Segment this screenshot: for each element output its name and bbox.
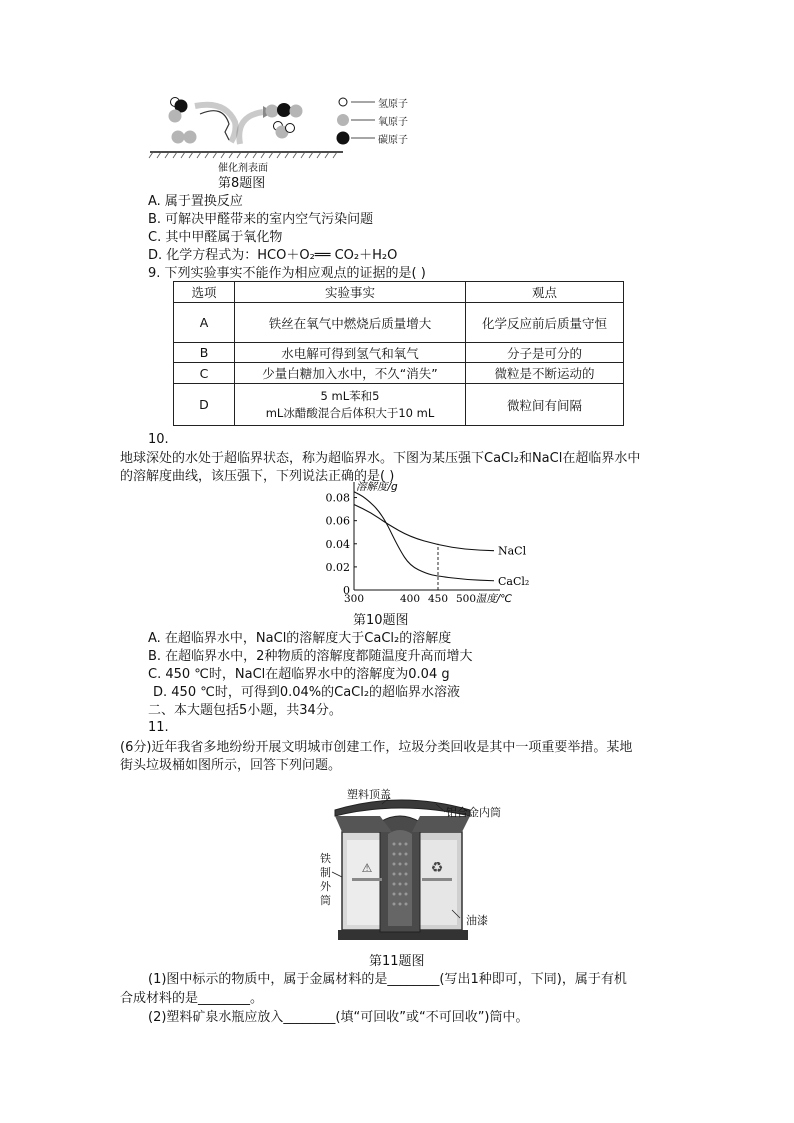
q9-cell-option: C [174, 363, 235, 384]
series-line-nacl [354, 504, 494, 550]
q10-number: 10. [148, 432, 169, 447]
q8-option-b: B. 可解决甲醛带来的室内空气污染问题 [148, 212, 374, 227]
y-axis-label: 溶解度/g [356, 481, 398, 493]
fig8-caption: 第8题图 [218, 176, 266, 191]
series-label-cacl2: CaCl₂ [498, 574, 530, 588]
q9-cell-option: A [174, 303, 235, 343]
y-tick-label: 0.04 [325, 537, 350, 551]
q9-cell-option: B [174, 343, 235, 363]
legend-hydrogen: 氢原子 [378, 99, 408, 110]
q9-cell-fact: 少量白糖加入水中，不久“消失” [235, 363, 466, 384]
q9-cell-fact: 水电解可得到氢气和氧气 [235, 343, 466, 363]
x-tick-label: 400 [399, 593, 421, 605]
q9-header-view: 观点 [466, 282, 624, 303]
q11-stem-line1: (6分)近年我省多地纷纷开展文明城市创建工作，垃圾分类回收是其中一项重要举措。某地 [120, 740, 633, 755]
catalyst-surface-label: 催化剂表面 [218, 163, 268, 174]
q9-cell-view: 分子是可分的 [466, 343, 624, 363]
y-tick-label: 0.08 [325, 491, 350, 505]
y-tick-label: 0.06 [325, 514, 350, 528]
series-label-nacl: NaCl [498, 544, 527, 558]
q10-stem-line2: 的溶解度曲线，该压强下，下列说法正确的是( ) [120, 469, 395, 484]
q9-cell-view: 微粒间有间隔 [466, 384, 624, 426]
x-axis-label: 温度/℃ [475, 593, 512, 605]
q9-cell-fact [235, 384, 466, 426]
table-row [174, 384, 624, 426]
svg-text:⚠: ⚠ [361, 861, 373, 875]
label-iron-outer: 铁制外筒 [320, 852, 331, 907]
label-paint: 油漆 [466, 914, 488, 927]
q11-sub1-line1: (1)图中标示的物质中，属于金属材料的是________(写出1种即可，下同)，属于有机 [148, 972, 627, 987]
y-tick-label: 0.02 [325, 560, 350, 574]
label-plastic-top: 塑料顶盖 [347, 788, 391, 801]
solubility-chart [318, 478, 530, 608]
q9-header-option: 选项 [174, 282, 235, 303]
y-tick-label: 0 [343, 584, 350, 597]
series-line-cacl2 [354, 492, 494, 581]
table-row [174, 363, 624, 384]
q11-stem-line2: 街头垃圾桶如图所示，回答下列问题。 [120, 758, 342, 773]
fig10-caption: 第10题图 [353, 613, 409, 628]
svg-text:♻: ♻ [430, 860, 444, 876]
x-tick-label: 500 [455, 593, 477, 605]
q8-option-d: D. 化学方程式为：HCO＋O₂══ CO₂＋H₂O [148, 248, 398, 263]
q10-option-d: D. 450 ℃时，可得到0.04%的CaCl₂的超临界水溶液 [153, 685, 461, 700]
q9-stem: 9. 下列实验事实不能作为相应观点的证据的是( ) [148, 266, 426, 281]
q11-number: 11. [148, 720, 169, 735]
q9-fact-d-line2: mL冰醋酸混合后体积大于10 mL [265, 405, 435, 420]
q9-cell-option: D [174, 384, 235, 426]
q9-header-fact: 实验事实 [235, 282, 466, 303]
q10-option-c: C. 450 ℃时，NaCl在超临界水中的溶解度为0.04 g [148, 667, 450, 682]
q11-sub1-line2: 合成材料的是________。 [120, 991, 264, 1006]
legend-carbon: 碳原子 [378, 135, 408, 146]
q8-option-a: A. 属于置换反应 [148, 194, 243, 209]
q8-molecule-figure [145, 92, 415, 172]
q9-fact-d-line1: 5 mL苯和5 [320, 388, 380, 403]
label-aluminum-inner: 铝合金内筒 [446, 806, 501, 819]
q10-option-b: B. 在超临界水中，2种物质的溶解度都随温度升高而增大 [148, 649, 473, 664]
q10-stem-line1: 地球深处的水处于超临界状态，称为超临界水。下图为某压强下CaCl₂和NaCl在超临界水中 [120, 451, 641, 466]
section-2-heading: 二、本大题包括5小题，共34分。 [148, 703, 342, 718]
q9-cell-view: 微粒是不断运动的 [466, 363, 624, 384]
q9-cell-fact: 铁丝在氧气中燃烧后质量增大 [235, 303, 466, 343]
fig11-caption: 第11题图 [369, 954, 425, 969]
q8-option-c: C. 其中甲醛属于氧化物 [148, 230, 283, 245]
q9-table [173, 281, 624, 426]
q9-cell-view: 化学反应前后质量守恒 [466, 303, 624, 343]
q10-option-a: A. 在超临界水中，NaCl的溶解度大于CaCl₂的溶解度 [148, 631, 452, 646]
table-row [174, 303, 624, 343]
x-tick-label: 300 [343, 593, 365, 605]
table-row [174, 343, 624, 363]
legend-oxygen: 氧原子 [378, 117, 408, 128]
q11-sub2: (2)塑料矿泉水瓶应放入________(填“可回收”或“不可回收”)筒中。 [148, 1010, 529, 1025]
x-tick-label: 450 [427, 593, 449, 605]
